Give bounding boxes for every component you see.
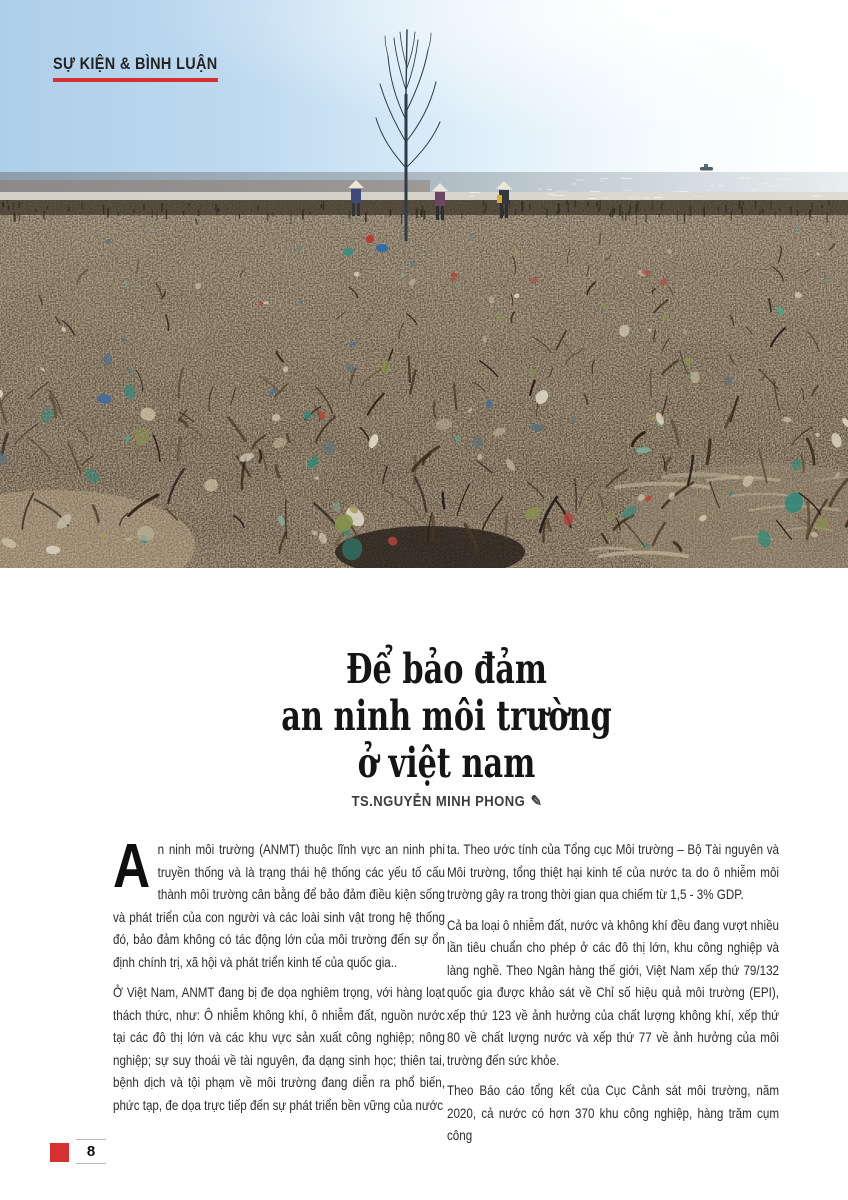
byline — [113, 792, 780, 811]
section-header — [53, 54, 247, 82]
drop-cap: A — [113, 832, 151, 901]
paragraph-text: n ninh môi trường (ANMT) thuộc lĩnh vực an ninh phi truyền thống và là trạng thái hệ thống các yếu tố cấu thành môi trường cân bằng để bảo đảm điều kiện sống và phát triển của con người và các loài sinh vật trong hệ thống đó, bảo đảm không có tác động lớn của môi trường đến sự ổn định chính trị, xã hội và phát triển kinh tế của quốc gia.. — [113, 841, 445, 970]
title-line-3: ở việt nam — [357, 739, 536, 787]
pen-icon: ✎ — [530, 793, 542, 810]
article-photo — [0, 0, 848, 568]
title-line-2: an ninh môi trường — [281, 692, 612, 740]
paragraph: Cả ba loại ô nhiễm đất, nước và không khí đều đang vượt nhiều lần tiêu chuẩn cho phép ở các đô thị lớn, khu công nghiệp và làng nghề. Theo Ngân hàng thế giới, Việt Nam xếp thứ 79/132 quốc gia được khảo sát về Chỉ số hiệu quả môi trường (EPI), xếp thứ 123 về ảnh hưởng của chất lượng không khí, xếp thứ 80 về chất lượng nước và xếp thứ 77 về ảnh hưởng của môi trường đến sức khỏe. — [447, 916, 779, 1068]
footer-accent-square — [50, 1143, 69, 1162]
author-name: TS.NGUYỄN MINH PHONG — [351, 794, 525, 810]
paragraph: ta. Theo ước tính của Tổng cục Môi trường – Bộ Tài nguyên và Môi trường, tổng thiệt hại kinh tế của nước ta do ô nhiễm môi trường gây ra trong thời gian qua chiếm từ 1,5 - 3% GDP. — [447, 841, 779, 902]
body-column-right — [447, 838, 779, 1155]
section-underline-accent — [53, 78, 218, 82]
section-label: SỰ KIỆN & BÌNH LUẬN — [53, 54, 218, 73]
photo-debris-field — [0, 200, 848, 568]
paragraph: Ở Việt Nam, ANMT đang bị đe dọa nghiêm trọng, với hàng loạt thách thức, như: Ô nhiễm không khí, ô nhiễm đất, nguồn nước tại các đô thị lớn và các khu vực sản xuất công nghiệp; nông nghiệp; sự suy thoái về tài nguyên, đa dạng sinh học; thiên tai, bệnh dịch và tội phạm về môi trường đang diễn ra phổ biến, phức tạp, đe dọa trực tiếp đến sự phát triển bền vững của nước — [113, 984, 445, 1113]
paragraph — [113, 832, 445, 973]
title-line-1: Để bảo đảm — [345, 645, 548, 693]
body-column-left — [113, 832, 445, 1124]
paragraph: Theo Báo cáo tổng kết của Cục Cảnh sát môi trường, năm 2020, cả nước có hơn 370 khu công nghiệp, hàng trăm cụm công — [447, 1082, 779, 1143]
article-title — [113, 646, 780, 787]
page-number: 8 — [76, 1139, 106, 1164]
